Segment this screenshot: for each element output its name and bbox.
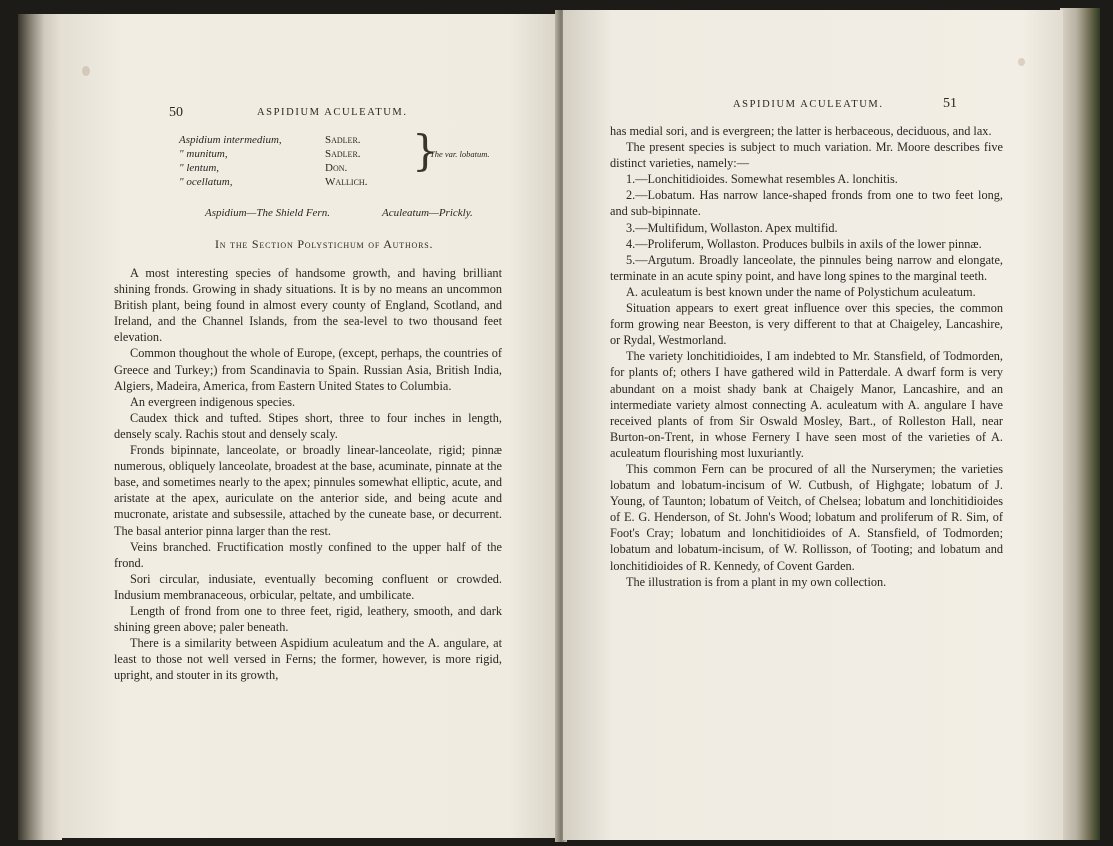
synonym-author: Sadler.	[325, 134, 361, 146]
paragraph: Sori circular, indusiate, eventually becoming confluent or crowded. Indusium membranaceous, orbicular, peltate, and umbilicate.	[114, 571, 502, 602]
synonym-name: Aspidium intermedium,	[179, 134, 282, 146]
synonym-row	[179, 175, 367, 189]
paragraph: The illustration is from a plant in my own collection.	[626, 574, 887, 589]
foxing-spot	[1018, 58, 1025, 66]
paragraph: Situation appears to exert great influence over this species, the common form growing near Beeston, is very different to that at Chaigeley, Lancashire, or Rydal, Westmorland.	[610, 301, 1003, 348]
brace-icon: }	[412, 126, 439, 175]
foxing-spot	[82, 66, 90, 76]
paragraph: Fronds bipinnate, lanceolate, or broadly linear-lanceolate, rigid; pinnæ numerous, obliquely lanceolate, broadest at the base, acuminate, pinnate at the base, and sometimes nearly to the apex; pinnules somewhat elliptic, acute, and aristate at the apex, auriculate on the anterior side, and being acute and mucronate, aristate and subsessile, attached by the cuneate base, or decurrent. The basal anterior pinna larger than the rest.	[114, 443, 502, 538]
common-name-genus: Aspidium—The Shield Fern.	[205, 207, 330, 219]
paragraph: There is a similarity between Aspidium aculeatum and the A. angulare, at least to those not well versed in Ferns; the former, however, is more rigid, upright, and stouter in its growth,	[114, 636, 502, 683]
synonym-name: " munitum,	[179, 148, 228, 160]
right-page-number: 51	[943, 96, 957, 111]
synonym-name: " lentum,	[179, 162, 220, 174]
paragraph: An evergreen indigenous species.	[130, 394, 296, 409]
paragraph: Caudex thick and tufted. Stipes short, three to four inches in length, densely scaly. Rachis stout and densely scaly.	[114, 410, 502, 441]
variety-item: 4.—Proliferum, Wollaston. Produces bulbils in axils of the lower pinnæ.	[626, 236, 982, 251]
variety-item: 2.—Lobatum. Has narrow lance-shaped fronds from one to two feet long, and sub-bipinnate.	[610, 188, 1003, 219]
common-name-species: Aculeatum—Prickly.	[382, 207, 473, 219]
right-running-head: ASPIDIUM ACULEATUM.	[733, 99, 884, 110]
left-page-edges	[18, 14, 62, 840]
left-page-number: 50	[169, 105, 183, 120]
left-body-text	[114, 265, 502, 683]
synonym-list	[179, 133, 367, 189]
paragraph: A most interesting species of handsome growth, and having brilliant shining fronds. Growing in shady situations. It is by no means an uncommon British plant, being found in almost every county of England, Scotland, and Ireland, and the Channel Islands, from the sea-level to two thousand feet elevation.	[114, 266, 502, 345]
variety-item: 5.—Argutum. Broadly lanceolate, the pinnules being narrow and elongate, terminate in an acute spiny point, and have long spines to the marginal teeth.	[610, 252, 1003, 283]
paragraph: The variety lonchitidioides, I am indebted to Mr. Stansfield, of Todmorden, for plants of; others I have gathered wild in Patterdale. A dwarf form is very abundant on a moist shady bank at Chaigely Manor, Lancashire, and an intermediate variety almost connecting A. aculeatum with A. angulare I have received plants of from Sir Oswald Mosley, Bart., of Rolleston Hall, near Burton-on-Trent, in whose Fernery I have seen most of the varieties of A. aculeatum flourishing most luxuriantly.	[610, 349, 1003, 460]
paragraph: A. aculeatum is best known under the name of Polystichum aculeatum.	[626, 284, 976, 299]
paragraph: Veins branched. Fructification mostly confined to the upper half of the frond.	[114, 539, 502, 570]
section-heading: In the Section Polystichum of Authors.	[215, 237, 434, 251]
paragraph: The present species is subject to much variation. Mr. Moore describes five distinct varieties, namely:—	[610, 140, 1003, 171]
synonym-author: Wallich.	[325, 176, 368, 188]
synonym-author: Sadler.	[325, 148, 361, 160]
right-body-text	[610, 123, 1003, 590]
synonym-row	[179, 161, 367, 175]
synonym-row	[179, 133, 367, 147]
left-page	[62, 14, 559, 838]
left-running-head: ASPIDIUM ACULEATUM.	[257, 107, 408, 118]
variety-item: 3.—Multifidum, Wollaston. Apex multifid.	[626, 220, 838, 235]
synonym-author: Don.	[325, 162, 348, 174]
paragraph: Common thoughout the whole of Europe, (except, perhaps, the countries of Greece and Turkey;) from Scandinavia to Spain. Russian Asia, British India, Algiers, Madeira, America, from Eastern United States to Columbia.	[114, 346, 502, 393]
synonym-note: The var. lobatum.	[430, 149, 490, 159]
synonym-row	[179, 147, 367, 161]
variety-item: 1.—Lonchitidioides. Somewhat resembles A. lonchitis.	[626, 172, 898, 187]
right-page-edges	[1060, 8, 1100, 840]
right-page	[563, 10, 1063, 840]
paragraph: has medial sori, and is evergreen; the latter is herbaceous, deciduous, and lax.	[610, 124, 992, 138]
synonym-name: " ocellatum,	[179, 176, 233, 188]
paragraph: Length of frond from one to three feet, rigid, leathery, smooth, and dark shining green above; paler beneath.	[114, 603, 502, 635]
paragraph: This common Fern can be procured of all the Nurserymen; the varieties lobatum and lobatum-incisum of W. Cutbush, of Highgate; lobatum of J. Young, of Taunton; lobatum of Veitch, of Chelsea; lobatum and lonchitidioides of E. G. Henderson, of St. John's Wood; lobatum and proliferum of R. Sim, of Foot's Cray; lobatum and lonchitidioides of A. Stansfield, of Todmorden; lobatum and lobatum-incisum, of W. Rollisson, of Tooting; and lobatum and lonchitidioides of R. Kennedy, of Covent Garden.	[610, 461, 1003, 573]
